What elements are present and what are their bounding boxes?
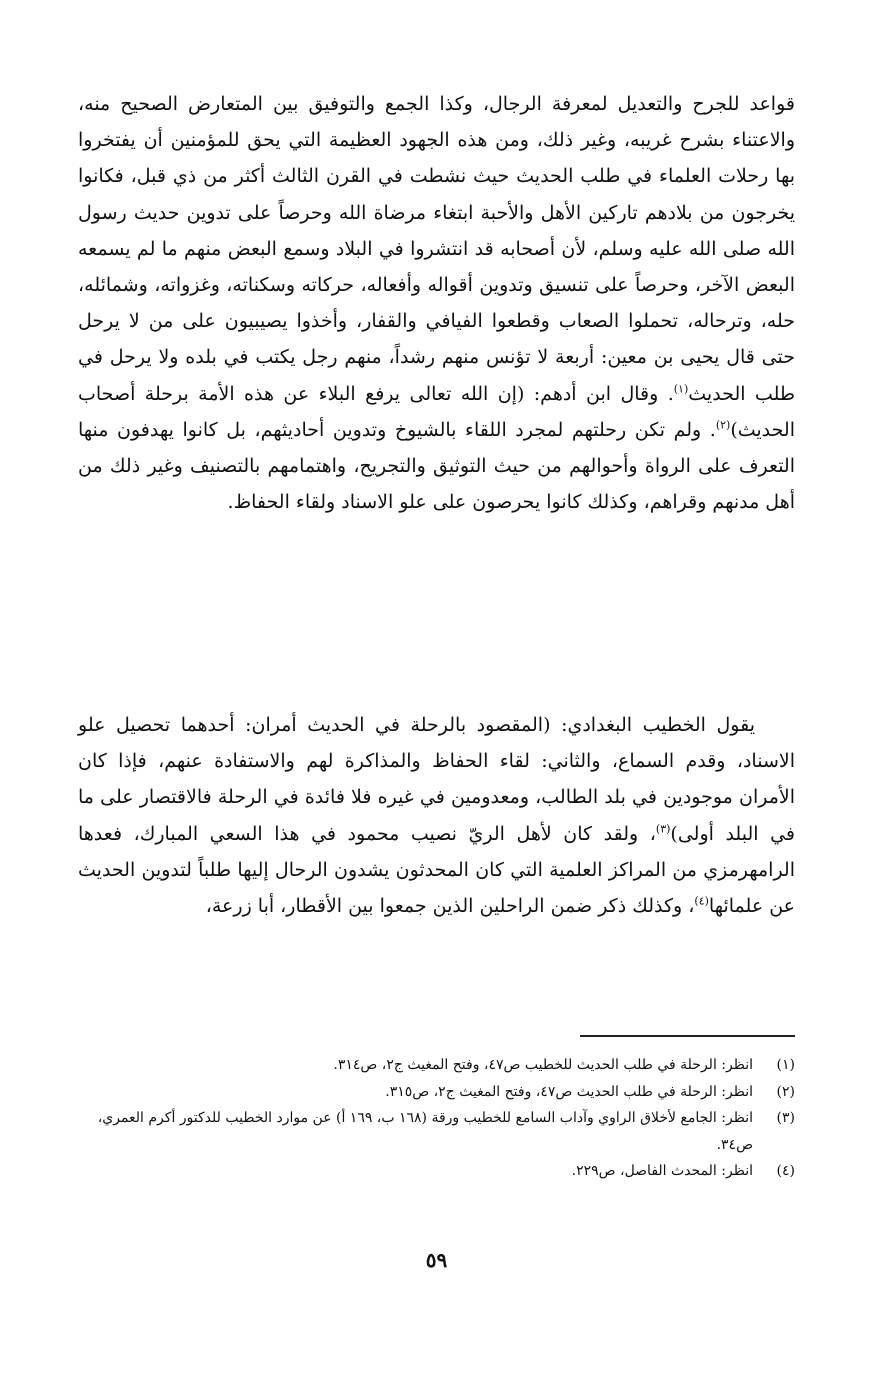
footnote-ref-2: (٢) [715,418,731,432]
footnote-ref-4: (٤) [694,894,709,908]
footnote-ref-1: (١) [673,382,689,396]
footnote-item [78,1052,795,1079]
footnote-number: (٤) [776,1163,795,1179]
footnotes-section [78,1052,795,1185]
footnote-number: (١) [776,1057,795,1073]
paragraph-2-part-1: يقول الخطيب البغدادي: (المقصود بالرحلة في الحديث أمران: أحدهما تحصيل علو الاسناد، وقدم السماع، والثاني: لقاء الحفاظ والمذاكرة لهم والاستفادة عنهم، فإذا كان الأمران موجودين في بلد الطالب، ومعدومين في غيره فلا فائدة في الرحلة فالاقتصار على ما في البلد أولى) [78,714,795,845]
paragraph-1-part-3: . ولم تكن رحلتهم لمجرد اللقاء بالشيوخ وتدوين أحاديثهم، بل كانوا يهدفون منها التعرف على الرواة وأحوالهم من حيث التوثيق والتجريح، واهتمامهم بالتصنيف وغير ذلك من أهل مدنهم وقراهم، وكذلك كانوا يحرصون على علو الاسناد ولقاء الحفاظ. [78,418,795,514]
paragraph-2-text [78,707,795,924]
footnote-text: انظر: الرحلة في طلب الحديث للخطيب ص٤٧، وفتح المغيث ج٢، ص٣١٤. [333,1057,753,1073]
footnote-text: انظر: الجامع لأخلاق الراوي وآداب السامع للخطيب ورقة (١٦٨ ب، ١٦٩ أ) عن موارد الخطيب للدكتور أكرم العمري، ص٣٤. [97,1110,753,1153]
page-number: ٥٩ [425,1248,448,1272]
body-paragraph-2 [78,707,795,924]
footnote-number: (٢) [776,1083,795,1100]
paragraph-2-part-3: ، وكذلك ذكر ضمن الراحلين الذين جمعوا بين الأقطار، أبا زرعة، [205,895,695,918]
footnote-number: (٣) [776,1110,795,1126]
paragraph-1-text [78,86,795,520]
footnote-text: انظر: المحدث الفاصل، ص٢٢٩. [571,1163,753,1179]
paragraph-1-part-2: . وقال ابن أدهم: (إن الله تعالى يرفع البلاء عن هذه الأمة برحلة أصحاب الحديث) [78,382,795,441]
footnote-divider [580,1035,795,1037]
body-paragraph-1 [78,86,795,520]
footnote-item [78,1079,795,1106]
footnote-text: انظر: الرحلة في طلب الحديث ص٤٧، وفتح المغيث ج٢، ص٣١٥. [385,1083,753,1100]
paragraph-1-part-1: قواعد للجرح والتعديل لمعرفة الرجال، وكذا الجمع والتوفيق بين المتعارض الصحيح منه، والاعتناء بشرح غريبه، وغير ذلك، ومن هذه الجهود العظيمة التي يحق للمؤمنين أن يفتخروا بها رحلات العلماء في طلب الحديث حيث نشطت في القرن الثالث أكثر من ذي قبل، فكانوا يخرجون من بلادهم تاركين الأهل والأحبة ابتغاء مرضاة الله وحرصاً على تدوين حديث رسول الله صلى الله عليه وسلم، لأن أصحابه قد انتشروا في البلاد وسمع البعض منهم ما لم يسمعه البعض الآخر، وحرصاً على تنسيق وتدوين أقواله وأفعاله، حركاته وسكناته، وغزواته، وشمائله، حله، وترحاله، تحملوا الصعاب وقطعوا الفيافي والقفار، وأخذوا يصيبيون على من لا يرحل حتى قال يحيى بن معين: أربعة لا تؤنس منهم رشداً، منهم رجل يكتب في بلده ولا يرحل في طلب الحديث [78,93,795,405]
footnote-ref-3: (٣) [655,822,671,836]
footnote-item [78,1158,795,1185]
paragraph-2-part-2: ، ولقد كان لأهل الريّ نصيب محمود في هذا السعي المبارك، فعدها الرامهرمزي من المراكز العلمية التي كان المحدثون يشدون الرحال إليها طلباً لتدوين الحديث عن علمائها [78,822,795,918]
footnote-item [78,1105,795,1158]
